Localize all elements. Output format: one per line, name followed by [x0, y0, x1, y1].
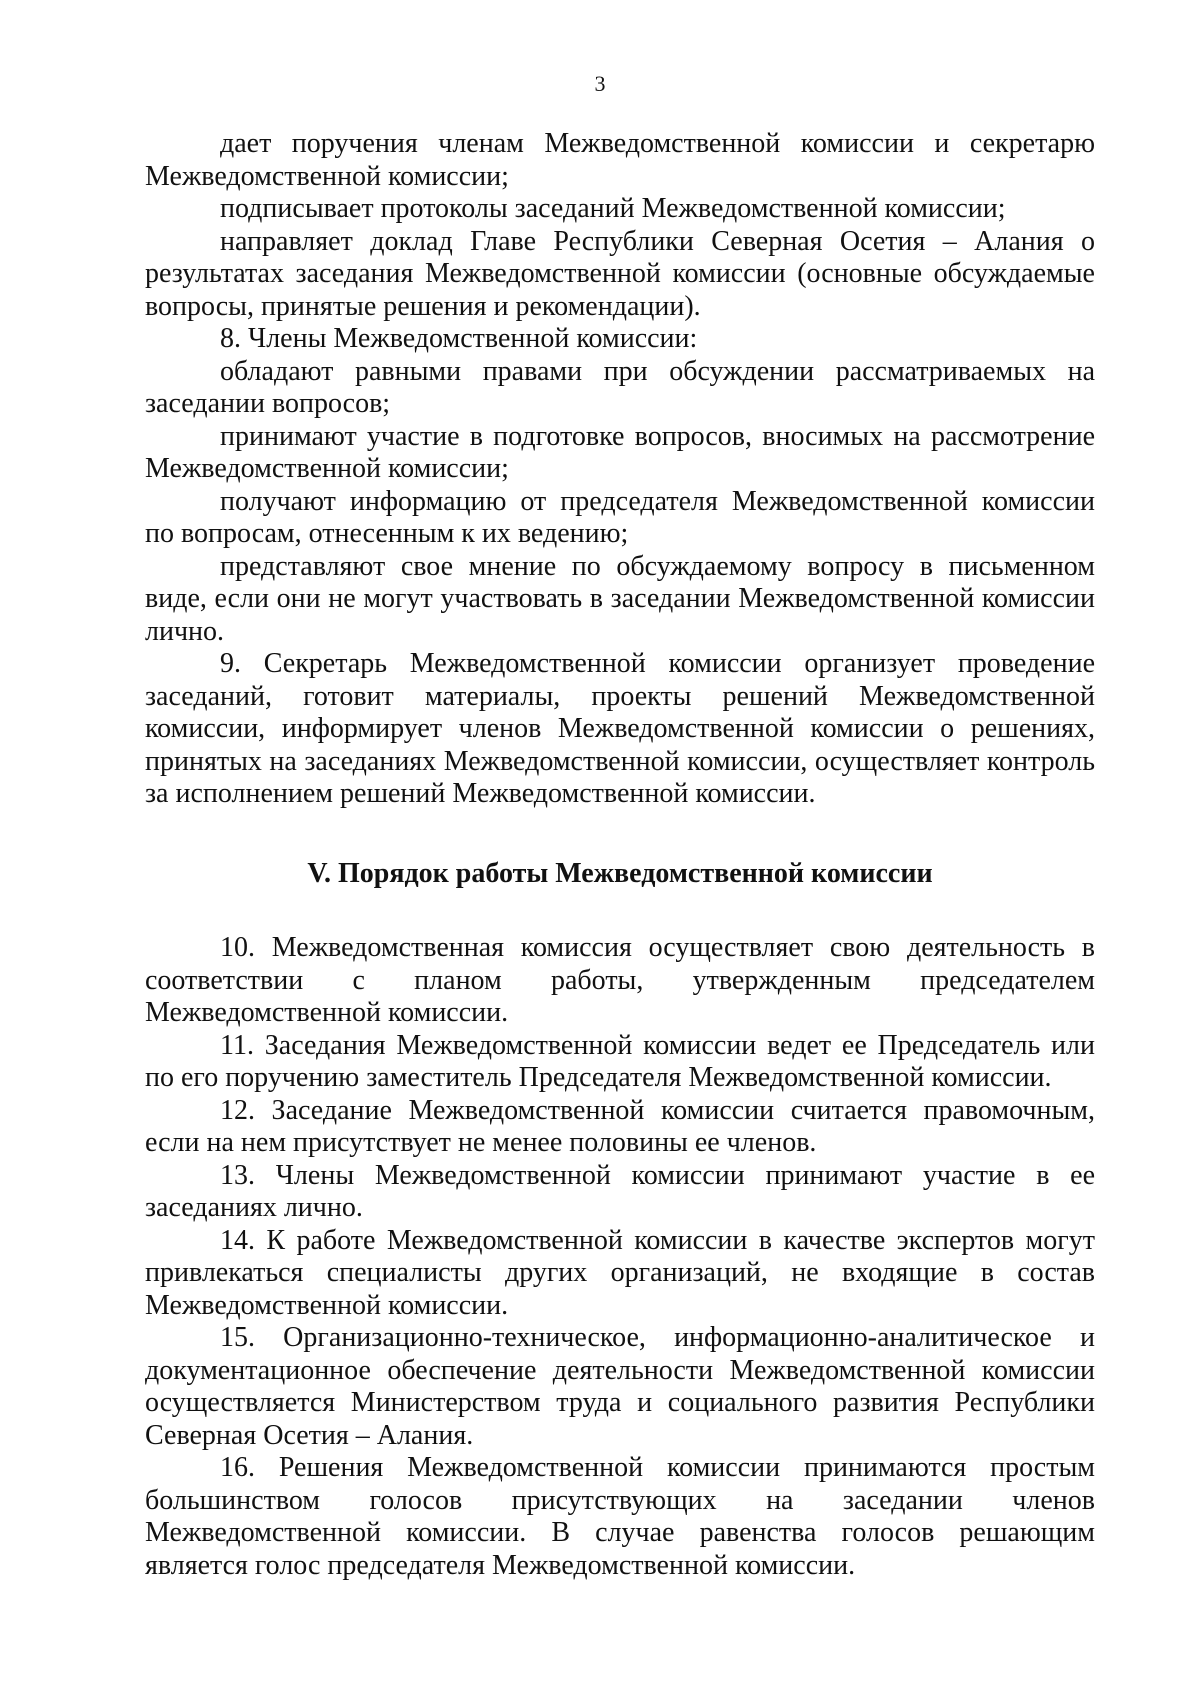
paragraph: 16. Решения Межведомственной комиссии принимаются простым большинством голосов присутствующих на заседании членов Межведомственной комиссии. В случае равенства голосов решающим является голос председателя Межведомственной комиссии.: [145, 1452, 1095, 1581]
paragraph: 11. Заседания Межведомственной комиссии ведет ее Председатель или по его поручению заместитель Председателя Межведомственной комиссии.: [145, 1029, 1095, 1093]
bottom-text-block: [145, 932, 1095, 1582]
paragraph: принимают участие в подготовке вопросов, вносимых на рассмотрение Межведомственной комиссии;: [145, 420, 1095, 484]
paragraph: получают информацию от председателя Межведомственной комиссии по вопросам, отнесенным к их ведению;: [145, 485, 1095, 549]
page-number: 3: [594, 71, 606, 96]
paragraph: направляет доклад Главе Республики Северная Осетия – Алания о результатах заседания Межведомственной комиссии (основные обсуждаемые вопросы, принятые решения и рекомендации).: [145, 225, 1095, 322]
paragraph: 15. Организационно-техническое, информационно-аналитическое и документационное обеспечение деятельности Межведомственной комиссии осуществляется Министерством труда и социального развития Республики Северная Осетия – Алания.: [145, 1322, 1095, 1451]
paragraph: 13. Члены Межведомственной комиссии принимают участие в ее заседаниях лично.: [145, 1159, 1095, 1223]
paragraph: 12. Заседание Межведомственной комиссии считается правомочным, если на нем присутствует не менее половины ее членов.: [145, 1094, 1095, 1158]
paragraph: представляют свое мнение по обсуждаемому вопросу в письменном виде, если они не могут участвовать в заседании Межведомственной комиссии лично.: [145, 550, 1095, 647]
paragraph: 8. Члены Межведомственной комиссии:: [220, 323, 698, 354]
paragraph: дает поручения членам Межведомственной комиссии и секретарю Межведомственной комиссии;: [145, 128, 1095, 192]
paragraph: обладают равными правами при обсуждении рассматриваемых на заседании вопросов;: [145, 355, 1095, 419]
paragraph: 14. К работе Межведомственной комиссии в качестве экспертов могут привлекаться специалисты других организаций, не входящие в состав Межведомственной комиссии.: [145, 1224, 1095, 1321]
section-heading: V. Порядок работы Межведомственной комиссии: [307, 858, 933, 889]
paragraph: 10. Межведомственная комиссия осуществляет свою деятельность в соответствии с планом работы, утвержденным председателем Межведомственной комиссии.: [145, 932, 1095, 1028]
paragraph: подписывает протоколы заседаний Межведомственной комиссии;: [220, 193, 1006, 224]
paragraph: 9. Секретарь Межведомственной комиссии организует проведение заседаний, готовит материалы, проекты решений Межведомственной комиссии, информирует членов Межведомственной комиссии о решениях, принятых на заседаниях Межведомственной комиссии, осуществляет контроль за исполнением решений Межведомственной комиссии.: [145, 648, 1095, 809]
top-text-block: [145, 128, 1095, 811]
